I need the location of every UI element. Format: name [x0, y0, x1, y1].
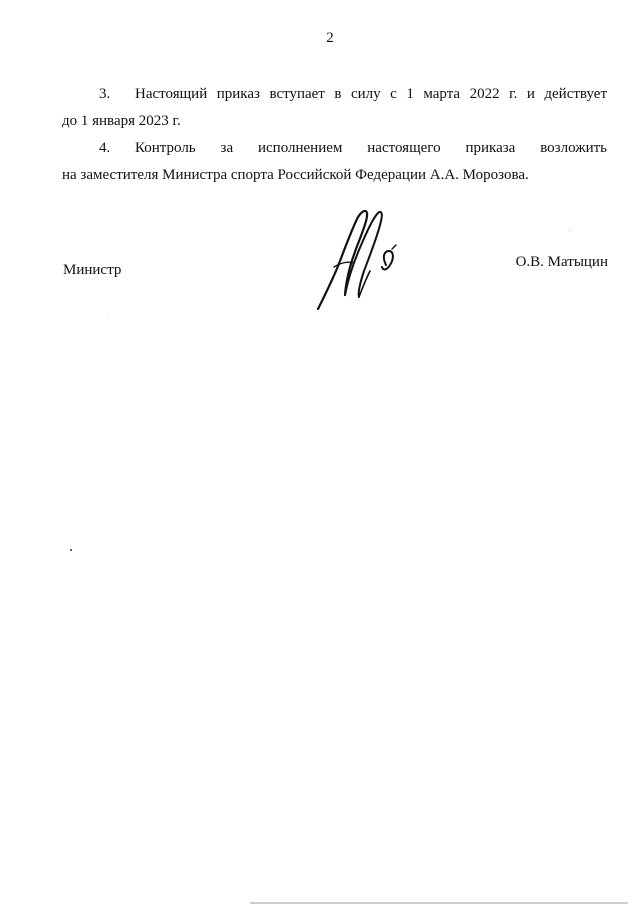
paragraph-4 [62, 135, 607, 189]
paragraph-3-text: Настоящий приказ вступает в силу с 1 марта 2022 г. и действует [135, 86, 607, 102]
paragraph-4-number: 4. [99, 140, 111, 156]
paragraph-3-number: 3. [99, 86, 111, 102]
scan-edge-line [250, 902, 628, 904]
paragraph-4-first-line [62, 135, 607, 162]
signer-position-title: Министр [63, 262, 122, 278]
paragraph-3 [62, 81, 607, 135]
page-number: 2 [326, 30, 334, 46]
scan-speck [70, 549, 72, 551]
paragraph-4-continuation: на заместителя Министра спорта Российской Федерации А.А. Морозова. [62, 167, 529, 183]
scan-speck [107, 316, 108, 317]
scan-speck [569, 230, 570, 231]
signatory-name: О.В. Матыцин [515, 254, 608, 270]
paragraph-3-first-line [62, 81, 607, 108]
paragraph-4-text: Контроль за исполнением настоящего приказа возложить [135, 140, 607, 156]
handwritten-signature [312, 205, 404, 315]
paragraph-3-continuation: до 1 января 2023 г. [62, 113, 181, 129]
